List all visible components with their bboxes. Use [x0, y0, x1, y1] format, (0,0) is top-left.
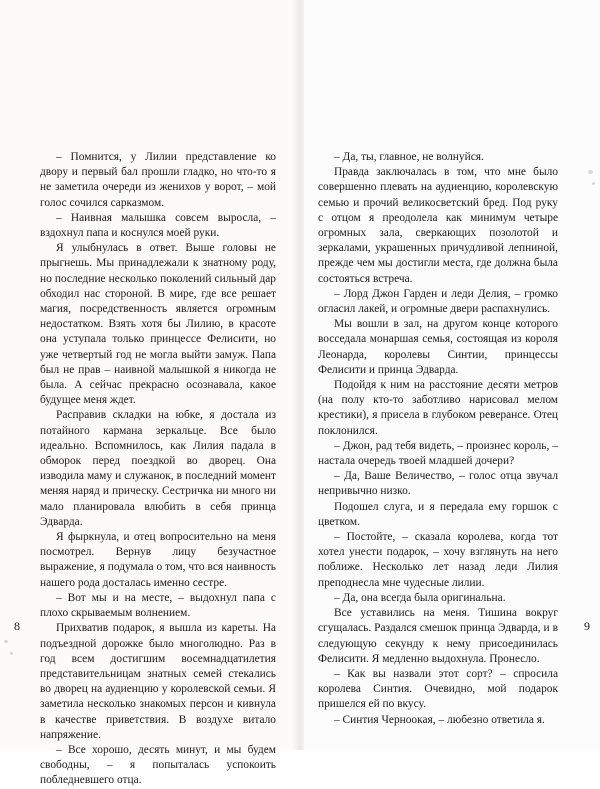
paper-speck: [588, 170, 593, 174]
paper-speck: [4, 640, 8, 643]
paragraph: – Постойте, – сказала королева, когда тот хотел унести подарок, – хочу взглянуть на него поближе. Несколько лет назад леди Лилия преподнесла мне чудесные лилии.: [318, 531, 558, 589]
paragraph: Прихватив подарок, я вышла из кареты. На подъездной дорожке было многолюдно. Раз в год всем достигшим восемнадцатилетия представительницам знатных семей стекались во дворец на аудиенцию у королевской семьи. Я заметила несколько знакомых персон и кивнула в качестве приветствия. В воздухе витало напряжение.: [40, 622, 276, 741]
paragraph: – Синтия Черноокая, – любезно ответила я.: [334, 713, 545, 726]
paragraph: Все уставились на меня. Тишина вокруг сгущалась. Раздался смешок принца Эдварда, и в следующую секунду к нему присоединилась Фелисити. Я медленно выдохнула. Пронесло.: [318, 607, 558, 665]
paragraph: – Помнится, у Лилии представление ко двору и первый бал прошли гладко, но что-то я не заметила очереди из женихов у ворот, – мой голос сочился сарказмом.: [40, 151, 276, 209]
paragraph: – Вот мы и на месте, – выдохнул папа с плохо скрываемым волнением.: [40, 591, 276, 620]
page-number-right: 9: [584, 619, 590, 633]
right-page: [304, 0, 600, 750]
paragraph: – Наивная малышка совсем выросла, – вздохнул папа и коснулся моей руки.: [40, 211, 276, 240]
paper-speck: [10, 652, 13, 655]
paragraph: Правда заключалась в том, что мне было совершенно плевать на аудиенцию, королевскую семью и прочий великосветский бред. Под руку с отцом я преодолела как минимум четыре огромных зала, сверкающих позолотой и зеркалами, украшенных причудливой лепниной, прежде чем мы достигли места, где должна была состояться встреча.: [318, 166, 558, 285]
paragraph: – Все хорошо, десять минут, и мы будем свободны, – я попыталась успокоить побледневшего отца.: [40, 743, 276, 787]
paragraph: Подойдя к ним на расстояние десяти метров (на полу кто-то заботливо нарисовал мелом крестики), я присела в глубоком реверансе. Отец поклонился.: [318, 379, 558, 437]
paragraph: – Да, она всегда была оригинальна.: [334, 591, 506, 604]
paragraph: Я улыбнулась в ответ. Выше головы не прыгнешь. Мы принадлежали к знатному роду, но последние несколько поколений сильный дар обходил нас стороной. В мире, где все решает магия, посредственность является огромным недостатком. Взять хотя бы Лилию, в красоте она уступала только принцессе Фелисити, но уже четвертый год не могла выйти замуж. Папа был не прав – наивной малышкой я никогда не была. А сейчас прекрасно осознавала, какое будущее меня ждет.: [40, 242, 276, 407]
paragraph: Расправив складки на юбке, я достала из потайного кармана зеркальце. Все было идеально. Вспомнилось, как Лилия падала в обморок перед поездкой во дворец. Она изводила маму и служанок, в последний момент меняя наряд и прическу. Сестричка ни много ни мало планировала влюбить в себя принца Эдварда.: [40, 409, 276, 528]
paragraph: – Да, ты, главное, не волнуйся.: [334, 151, 484, 163]
left-text-column: [40, 150, 276, 789]
page-number-left: 8: [14, 619, 20, 633]
paragraph: – Как вы назвали этот сорт? – спросила королева Синтия. Очевидно, мой подарок пришелся ей по вкусу.: [318, 667, 558, 711]
right-text-column: [318, 150, 558, 728]
paragraph: Мы вошли в зал, на другом конце которого восседала монаршая семья, состоящая из короля Леонарда, королевы Синтии, принцессы Фелисити и принца Эдварда.: [318, 318, 558, 376]
paragraph: – Джон, рад тебя видеть, – произнес король, – настала очередь твоей младшей дочери?: [318, 439, 558, 468]
paragraph: Подошел слуга, и я передала ему горшок с цветком.: [318, 500, 558, 528]
paragraph: – Лорд Джон Гарден и леди Делия, – громко огласил лакей, и огромные двери распахнулись.: [318, 287, 558, 316]
paragraph: – Да, Ваше Величество, – голос отца звучал непривычно низко.: [318, 470, 558, 498]
paper-speck: [592, 182, 595, 185]
left-page: [0, 0, 296, 787]
paragraph: Я фыркнула, и отец вопросительно на меня посмотрел. Вернув лицу безучастное выражение, я подумала о том, что вся наивность нашего рода досталась именно сестре.: [40, 531, 276, 589]
